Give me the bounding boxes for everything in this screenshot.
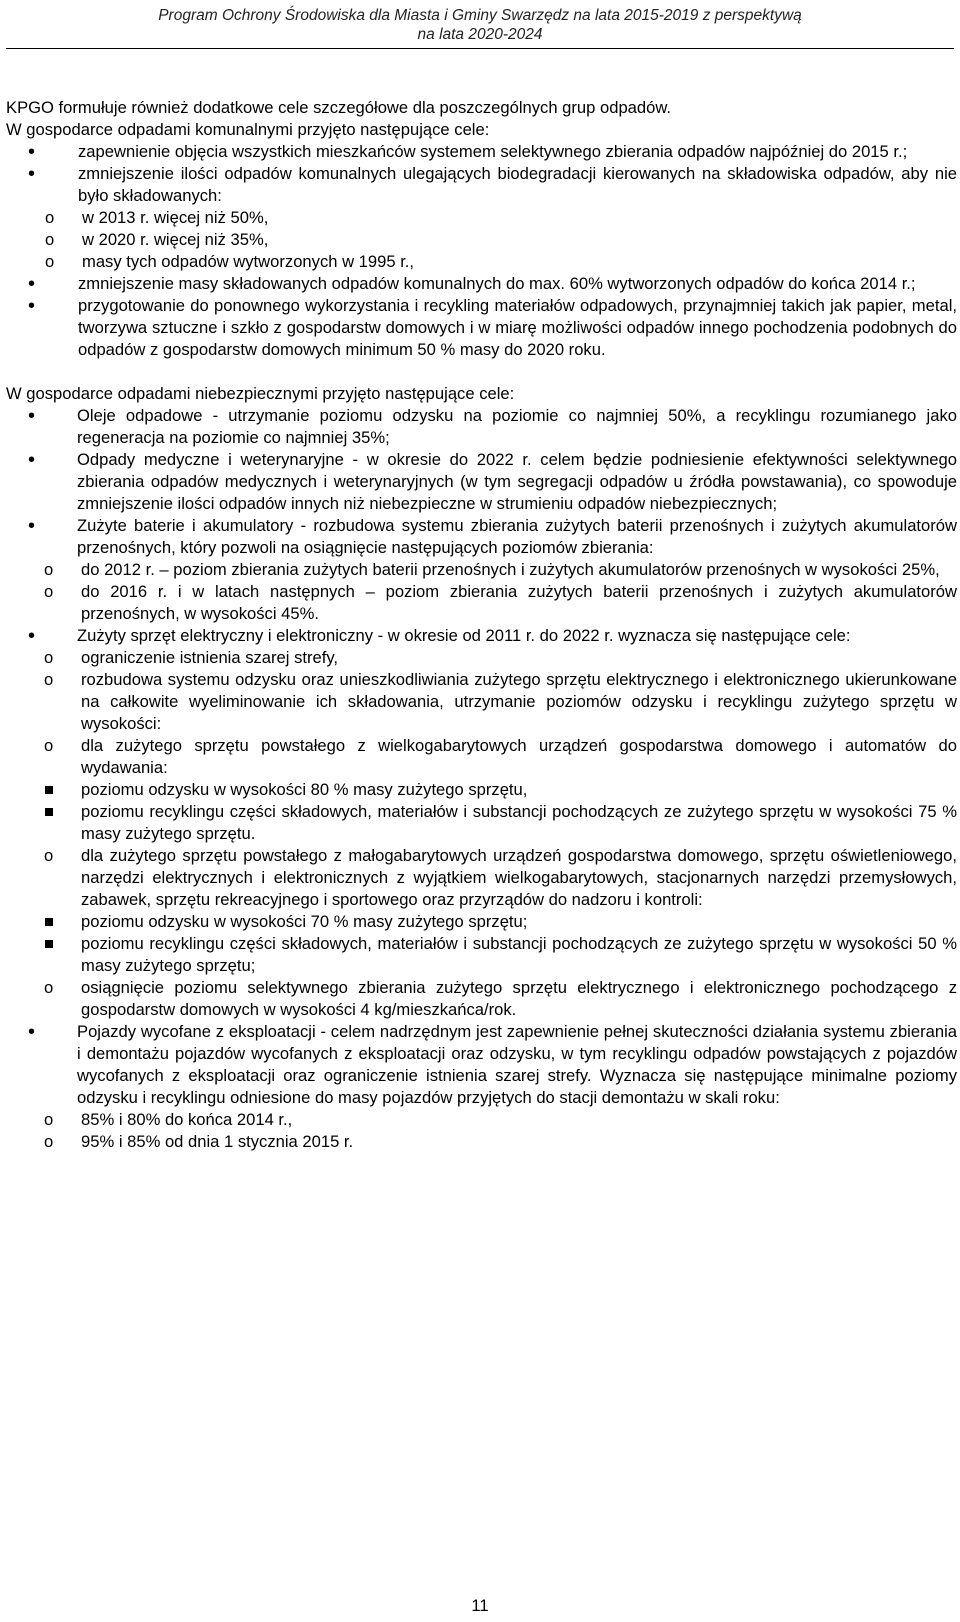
- list-item-text: Zużyte baterie i akumulatory - rozbudowa systemu zbierania zużytych baterii przenośnych i zużytych akumulatorów przenośnych, który pozwoli na osiągnięcie następujących poziomów zbierania:: [77, 516, 957, 557]
- list-item: [6, 625, 957, 1021]
- page-number: 11: [471, 1596, 489, 1615]
- sublist: [78, 207, 957, 273]
- intro-paragraph: KPGO formułuje również dodatkowe cele szczegółowe dla poszczególnych grup odpadów.: [6, 98, 672, 117]
- sublist-item: o w 2020 r. więcej niż 35%,: [7, 229, 957, 251]
- header-line-2: na lata 2020-2024: [417, 26, 543, 43]
- list-item-text: zmniejszenie ilości odpadów komunalnych ulegających biodegradacji kierowanych na składowiska odpadów, aby nie było składowanych:: [78, 164, 957, 205]
- list-item: [6, 163, 957, 273]
- sublist-item: o masy tych odpadów wytworzonych w 1995 r.,: [7, 251, 957, 273]
- list-item: • Odpady medyczne i weterynaryjne - w okresie do 2022 r. celem będzie podniesienie efektywności selektywnego zbierania odpadów medycznych i weterynaryjnych (w tym segregacji odpadów u źródła powstawania), co spowoduje zmniejszenie ilości odpadów innych niż niebezpieczne w strumieniu odpadów niebezpiecznych;: [6, 449, 957, 515]
- sublist-item: o rozbudowa systemu odzysku oraz unieszkodliwiania zużytego sprzętu elektrycznego i elektronicznego ukierunkowane na całkowite wyeliminowanie ich składowania, utrzymanie poziomów odzysku i recyklingu zużytego sprzętu w wysokości:: [6, 669, 957, 735]
- sublist: [77, 1109, 957, 1153]
- list-item: • zapewnienie objęcia wszystkich mieszkańców systemem selektywnego zbierania odpadów najpóźniej do 2015 r.;: [6, 141, 957, 163]
- sublist-item-text: dla zużytego sprzętu powstałego z wielkogabarytowych urządzeń gospodarstwa domowego i automatów do wydawania:: [81, 736, 957, 777]
- sublist-item-text: dla zużytego sprzętu powstałego z małogabarytowych urządzeń gospodarstwa domowego, sprzętu oświetleniowego, narzędzi elektrycznych i elektronicznych z wyjątkiem wielkogabarytowych, stacjonarnych narzędzi przemysłowych, zabawek, sprzętu rekreacyjnego i sportowego oraz przyrządów do nadzoru i kontroli:: [81, 846, 957, 909]
- sub-sublist: [81, 911, 957, 977]
- hazardous-goals-list: [6, 405, 957, 1153]
- page-header: [0, 6, 960, 44]
- sublist-item: [6, 845, 957, 977]
- sublist-item: [6, 735, 957, 845]
- sublist-item: o ograniczenie istnienia szarej strefy,: [6, 647, 957, 669]
- list-item-text: Pojazdy wycofane z eksploatacji - celem nadrzędnym jest zapewnienie pełnej skuteczności działania systemu zbierania i demontażu pojazdów wycofanych z eksploatacji oraz odzysku, w tym recyklingu odpadów powstających z pojazdów wycofanych z eksploatacji oraz ograniczenie istnienia szarej strefy. Wyznacza się następujące minimalne poziomy odzysku i recyklingu odniesione do masy pojazdów przyjętych do stacji demontażu w skali roku:: [77, 1022, 957, 1107]
- header-rule: [6, 48, 954, 49]
- sub-sublist-item: poziomu recyklingu części składowych, materiałów i substancji pochodzących ze zużytego sprzętu w wysokości 50 % masy zużytego sprzętu;: [8, 933, 957, 977]
- list-item-text: Zużyty sprzęt elektryczny i elektroniczny - w okresie od 2011 r. do 2022 r. wyznacza się następujące cele:: [77, 626, 851, 645]
- document-body: [6, 97, 957, 1153]
- list-item: • zmniejszenie masy składowanych odpadów komunalnych do max. 60% wytworzonych odpadów do końca 2014 r.;: [6, 273, 957, 295]
- sub-sublist: [81, 779, 957, 845]
- list-item: • Oleje odpadowe - utrzymanie poziomu odzysku na poziomie co najmniej 50%, a recyklingu rozumianego jako regeneracja na poziomie co najmniej 35%;: [6, 405, 957, 449]
- sublist-item: o osiągnięcie poziomu selektywnego zbierania zużytego sprzętu elektrycznego i elektronicznego pochodzącego z gospodarstw domowych w wysokości 4 kg/mieszkańca/rok.: [6, 977, 957, 1021]
- sub-sublist-item: poziomu recyklingu części składowych, materiałów i substancji pochodzących ze zużytego sprzętu w wysokości 75 % masy zużytego sprzętu.: [8, 801, 957, 845]
- list-item: • przygotowanie do ponownego wykorzystania i recykling materiałów odpadowych, przynajmniej takich jak papier, metal, tworzywa sztuczne i szkło z gospodarstw domowych i w miarę możliwości odpadów innego pochodzenia podobnych do odpadów z gospodarstw domowych minimum 50 % masy do 2020 roku.: [6, 295, 957, 361]
- sub-sublist-item: poziomu odzysku w wysokości 70 % masy zużytego sprzętu;: [8, 911, 957, 933]
- list-item: [6, 515, 957, 625]
- municipal-goals-list: [6, 141, 957, 361]
- sublist-item: o do 2016 r. i w latach następnych – poziom zbierania zużytych baterii przenośnych i zużytych akumulatorów przenośnych, w wysokości 45%.: [6, 581, 957, 625]
- header-line-1: Program Ochrony Środowiska dla Miasta i Gminy Swarzędz na lata 2015-2019 z perspektywą: [158, 7, 802, 24]
- hazardous-heading: W gospodarce odpadami niebezpiecznymi przyjęto następujące cele:: [6, 384, 515, 403]
- sublist: [77, 647, 957, 1021]
- municipal-heading: W gospodarce odpadami komunalnymi przyjęto następujące cele:: [6, 120, 490, 139]
- sublist: [77, 559, 957, 625]
- sublist-item: o w 2013 r. więcej niż 50%,: [7, 207, 957, 229]
- sublist-item: o 95% i 85% od dnia 1 stycznia 2015 r.: [6, 1131, 957, 1153]
- hazardous-section: [6, 383, 957, 1153]
- sublist-item: o 85% i 80% do końca 2014 r.,: [6, 1109, 957, 1131]
- list-item: [6, 1021, 957, 1153]
- sublist-item: o do 2012 r. – poziom zbierania zużytych baterii przenośnych i zużytych akumulatorów przenośnych w wysokości 25%,: [6, 559, 957, 581]
- sub-sublist-item: poziomu odzysku w wysokości 80 % masy zużytego sprzętu,: [8, 779, 957, 801]
